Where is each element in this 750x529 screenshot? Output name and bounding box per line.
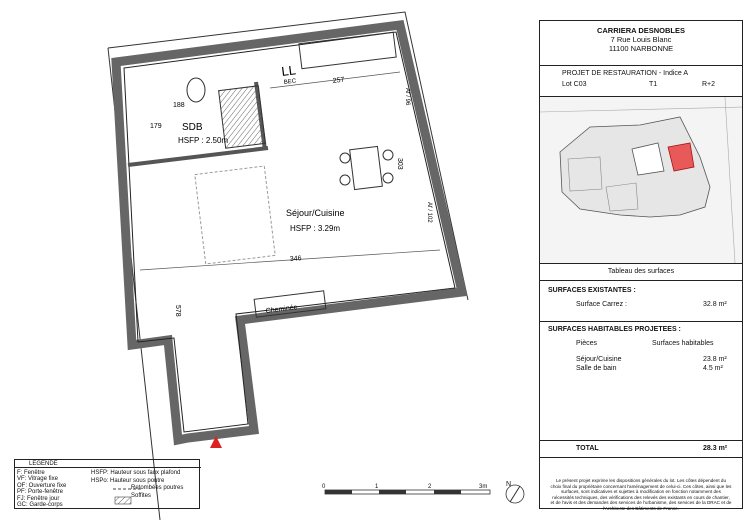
scale-label-1: 1 <box>375 484 379 490</box>
room-sdb-label: SDB <box>182 122 203 133</box>
project-type: T1 <box>649 81 658 88</box>
title-block-header <box>540 21 742 66</box>
dim-578-label: 578 <box>174 305 181 317</box>
room-sejour-label: Séjour/Cuisine <box>286 208 345 218</box>
dim-257-label: 257 <box>332 76 345 85</box>
scale-bar <box>320 478 530 508</box>
scale-label-3: 3m <box>479 484 488 490</box>
carrez-label: Surface Carrez : <box>576 301 627 308</box>
dim-346-label: 346 <box>289 255 302 263</box>
scale-label-0: 0 <box>322 484 326 490</box>
dim-188-label: 188 <box>173 102 185 109</box>
legend-item: GC: Garde-corps <box>17 502 63 509</box>
disclaimer-text: Le présent projet exprime les dispositions générales du lot. Les côtes dépendent du choix final du propriétaire concernant l'aménagement de celui-ci. Ces côtes, ainsi que les surfaces, sont indicatives et sujettes à modification en fonction notamment des nécessités techniques, des vérifications des relevés des existants en cours de chantier, et de l'avis et des demandes des services de l'urbanisme, des services de la DRAC et de l'Architecte des Bâtiments de France. <box>550 478 732 511</box>
site-plan <box>540 97 742 263</box>
existing-heading: SURFACES EXISTANTES : <box>548 287 636 294</box>
plan-ll-label: LL <box>280 62 297 79</box>
window-1-label: Af / 96 <box>404 88 410 106</box>
project-lot: Lot C03 <box>562 81 587 88</box>
title-block <box>539 20 743 509</box>
legend-box <box>14 459 200 509</box>
legend-item: Retombées poutres <box>131 485 184 491</box>
projected-heading: SURFACES HABITABLES PROJETEES : <box>548 326 681 333</box>
legend-item: OF: Ouverture fixe <box>17 482 67 489</box>
chair <box>340 175 350 185</box>
legend-item: FJ: Fenêtre jour <box>17 495 60 502</box>
legend-item: F: Fenêtre <box>17 470 45 476</box>
bed <box>195 166 275 264</box>
north-label: N <box>506 481 512 488</box>
legend-divider <box>15 467 201 468</box>
dining-table <box>350 146 383 189</box>
legend-item: Soffites <box>131 492 151 499</box>
company-address: 7 Rue Louis Blanc <box>610 35 672 44</box>
hsfp-sejour-label: HSFP : 3.29m <box>290 224 341 233</box>
room-value: 4.5 m² <box>703 365 723 372</box>
chair <box>383 173 393 183</box>
col-rooms: Pièces <box>576 340 598 347</box>
carrez-value: 32.8 m² <box>703 301 727 308</box>
total-label: TOTAL <box>576 445 599 452</box>
chair <box>383 150 393 160</box>
toilet <box>187 78 205 102</box>
legend-item: PF: Porte-fenêtre <box>17 489 64 496</box>
existing-section <box>540 281 742 322</box>
location-map <box>540 97 742 264</box>
window-2-label: Af / 102 <box>426 202 432 223</box>
project-level: R+2 <box>702 81 716 88</box>
table-title: Tableau des surfaces <box>540 264 742 281</box>
room-name: Salle de bain <box>576 365 617 372</box>
hsfp-sdb-label: HSFP : 2.50m <box>178 136 229 145</box>
projected-section <box>540 322 742 441</box>
room-name: Séjour/Cuisine <box>576 356 622 363</box>
dim-303-label: 303 <box>396 158 403 170</box>
sdb-partition-wall <box>128 148 268 165</box>
legend-left-list <box>17 470 66 508</box>
plan-bec-label: BEC <box>283 78 297 86</box>
legend-item: VF: Vitrage fixe <box>17 476 58 483</box>
project-title: PROJET DE RESTAURATION - Indice A <box>562 70 689 77</box>
col-surfaces: Surfaces habitables <box>652 340 714 347</box>
cheminee-label: Cheminée <box>265 304 298 315</box>
chair <box>340 153 350 163</box>
scale-label-2: 2 <box>428 484 432 490</box>
total-row <box>540 441 742 458</box>
legend-item: HSFP: Hauteur sous faux plafond <box>91 470 181 476</box>
legend-title: LEGENDE <box>29 461 58 467</box>
project-info <box>540 66 742 97</box>
dim-179-label: 179 <box>150 123 162 130</box>
room-value: 23.8 m² <box>703 356 727 363</box>
total-value: 28.3 m² <box>703 445 728 452</box>
legend-symbols <box>113 486 143 506</box>
legend-item: HSPo: Hauteur sous poutre <box>91 477 165 484</box>
company-city: 11100 NARBONNE <box>608 44 674 53</box>
company-name: CARRIERA DESNOBLES <box>596 26 686 35</box>
